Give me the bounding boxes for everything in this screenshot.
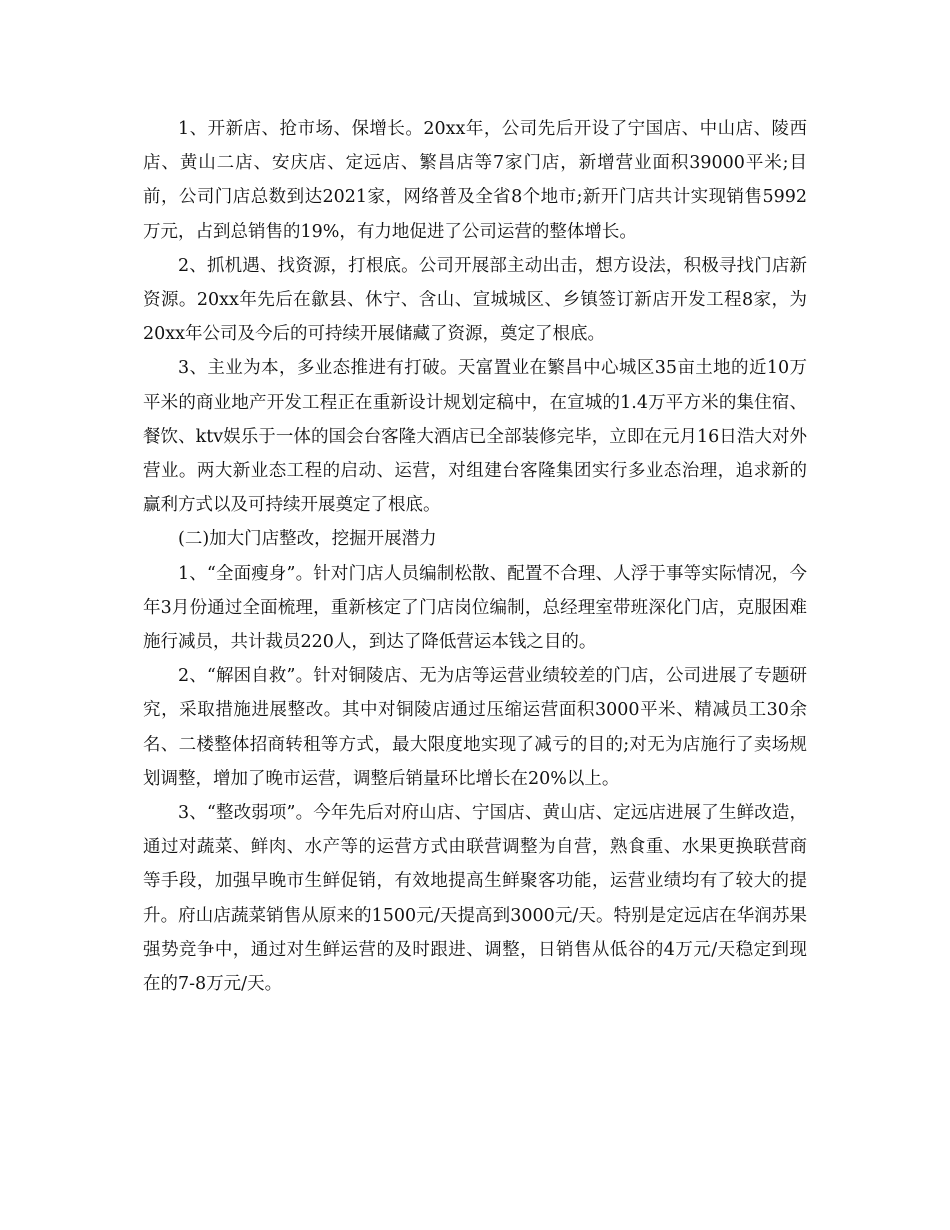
section-heading: (二)加大门店整改，挖掘开展潜力 — [178, 529, 437, 550]
paragraph-self-rescue: 2、“解困自救”。针对铜陵店、无为店等运营业绩较差的门店，公司进展了专题研究，采取措施进展整改。其中对铜陵店通过压缩运营面积3000平米、精减员工30余名、二楼整体招商转租等方式，最大限度地实现了减亏的目的;对无为店施行了卖场规划调整，增加了晚市运营，调整后销量环比增长在20%以上。 — [143, 666, 807, 789]
paragraph-main-business: 3、主业为本，多业态推进有打破。天富置业在繁昌中心城区35亩土地的近10万平米的商业地产开发工程正在重新设计规划定稿中，在宣城的1.4万平方米的集住宿、餐饮、ktv娱乐于一体的国会台客隆大酒店已全部装修完毕，立即在元月16日浩大对外营业。两大新业态工程的启动、运营，对组建台客隆集团实行多业态治理，追求新的赢利方式以及可持续开展奠定了根底。 — [143, 358, 807, 516]
paragraph-new-stores: 1、开新店、抢市场、保增长。20xx年，公司先后开设了宁国店、中山店、陵西店、黄山二店、安庆店、定远店、繁昌店等7家门店，新增营业面积39000平米;目前，公司门店总数到达2021家，网络普及全省8个地市;新开门店共计实现销售5992万元，占到总销售的19%，有力地促进了公司运营的整体增长。 — [143, 119, 807, 242]
paragraph-opportunities: 2、抓机遇、找资源，打根底。公司开展部主动出击，想方设法，积极寻找门店新资源。20xx年先后在歙县、休宁、含山、宣城城区、乡镇签订新店开发工程8家，为20xx年公司及今后的可持续开展储藏了资源，奠定了根底。 — [143, 255, 807, 345]
paragraph-slimming: 1、“全面瘦身”。针对门店人员编制松散、配置不合理、人浮于事等实际情况，今年3月份通过全面梳理，重新核定了门店岗位编制，总经理室带班深化门店，克服困难施行减员，共计裁员220人，到达了降低营运本钱之目的。 — [143, 563, 807, 653]
paragraph-weak-items: 3、“整改弱项”。今年先后对府山店、宁国店、黄山店、定远店进展了生鲜改造，通过对蔬菜、鲜肉、水产等的运营方式由联营调整为自营，熟食重、水果更换联营商等手段，加强早晚市生鲜促销，有效地提高生鲜聚客功能，运营业绩均有了较大的提升。府山店蔬菜销售从原来的1500元/天提高到3000元/天。特别是定远店在华润苏果强势竞争中，通过对生鲜运营的及时跟进、调整，日销售从低谷的4万元/天稳定到现在的7-8万元/天。 — [143, 803, 807, 995]
document-body — [143, 112, 807, 1001]
